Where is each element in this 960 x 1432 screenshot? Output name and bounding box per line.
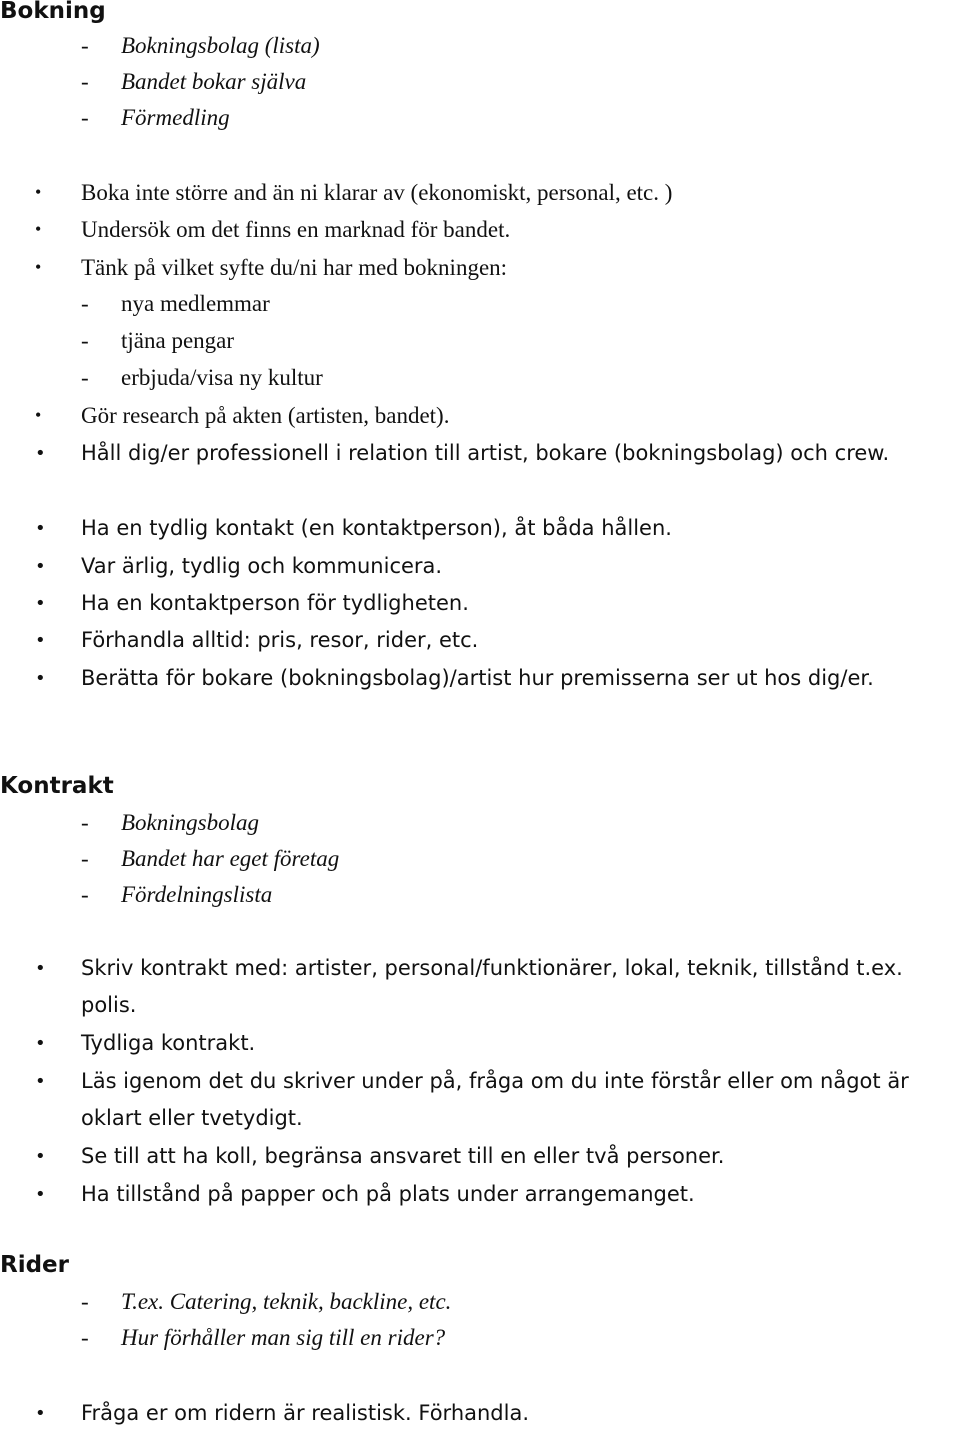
dash-marker: -	[81, 365, 89, 390]
bullet-text: Gör research på akten (artisten, bandet).	[81, 403, 450, 428]
section-heading-bokning: Bokning	[0, 0, 106, 24]
bullet-item	[35, 1138, 951, 1175]
dash-marker: -	[81, 69, 89, 94]
section-heading-kontrakt: Kontrakt	[0, 773, 114, 799]
section-heading-rider: Rider	[0, 1252, 69, 1278]
dash-marker: -	[81, 105, 89, 130]
bullet-icon: •	[35, 593, 46, 614]
bullet-item	[35, 1395, 951, 1432]
bullet-text: Se till att ha koll, begränsa ansvaret till en eller två personer.	[81, 1144, 725, 1168]
bullet-icon: •	[35, 518, 46, 539]
bullet-text: Läs igenom det du skriver under på, fråga om du inte förstår eller om något är oklart eller tvetydigt.	[81, 1069, 909, 1130]
bullet-item	[35, 548, 951, 585]
bullet-item	[35, 1176, 951, 1213]
bullet-text: Var ärlig, tydlig och kommunicera.	[81, 554, 443, 578]
bullet-text: Ha tillstånd på papper och på plats under arrangemanget.	[81, 1182, 695, 1206]
dash-marker: -	[81, 810, 89, 835]
bullet-icon: •	[35, 219, 42, 239]
sub-list-item-text: erbjuda/visa ny kultur	[121, 365, 323, 390]
bullet-item	[35, 397, 951, 434]
bullet-item	[35, 585, 951, 622]
bullet-item	[35, 1025, 951, 1062]
bullet-item	[35, 211, 951, 248]
bullet-item	[35, 622, 951, 659]
bullet-item	[35, 950, 941, 1024]
bullet-icon: •	[35, 1033, 46, 1054]
bullet-item	[35, 249, 951, 286]
bullet-icon: •	[35, 1071, 46, 1092]
dash-marker: -	[81, 291, 89, 316]
bullet-icon: •	[35, 405, 42, 425]
sub-list-item-text: nya medlemmar	[121, 291, 270, 316]
bullet-icon: •	[35, 556, 46, 577]
list-item-text: Bokningsbolag	[121, 810, 259, 835]
bullet-icon: •	[35, 1184, 46, 1205]
bullet-text: Boka inte större and än ni klarar av (ekonomiskt, personal, etc. )	[81, 180, 673, 205]
bullet-icon: •	[35, 1403, 46, 1424]
dash-marker: -	[81, 1289, 89, 1314]
bullet-icon: •	[35, 630, 46, 651]
list-item-text: Fördelningslista	[121, 882, 273, 907]
dash-marker: -	[81, 1325, 89, 1350]
dash-marker: -	[81, 846, 89, 871]
bullet-text: Berätta för bokare (bokningsbolag)/artist hur premisserna ser ut hos dig/er.	[81, 666, 874, 690]
bullet-icon: •	[35, 668, 46, 689]
bullet-text: Undersök om det finns en marknad för bandet.	[81, 217, 511, 242]
bullet-item	[35, 510, 951, 547]
bullet-text: Håll dig/er professionell i relation till artist, bokare (bokningsbolag) och crew.	[81, 441, 890, 465]
bullet-text: Förhandla alltid: pris, resor, rider, etc.	[81, 628, 479, 652]
bullet-text: Ha en tydlig kontakt (en kontaktperson), åt båda hållen.	[81, 516, 672, 540]
dash-marker: -	[81, 33, 89, 58]
bullet-icon: •	[35, 257, 42, 277]
bullet-text: Ha en kontaktperson för tydligheten.	[81, 591, 469, 615]
dash-marker: -	[81, 328, 89, 353]
bullet-icon: •	[35, 958, 46, 979]
list-item-text: Bokningsbolag (lista)	[121, 33, 320, 58]
list-item-text: Bandet har eget företag	[121, 846, 340, 871]
bullet-icon: •	[35, 182, 42, 202]
bullet-item	[35, 1063, 951, 1137]
bullet-icon: •	[35, 1146, 46, 1167]
list-item-text: T.ex. Catering, teknik, backline, etc.	[121, 1289, 452, 1314]
list-item-text: Förmedling	[121, 105, 230, 130]
bullet-text: Tänk på vilket syfte du/ni har med bokningen:	[81, 255, 508, 280]
sub-list-item-text: tjäna pengar	[121, 328, 235, 353]
dash-marker: -	[81, 882, 89, 907]
bullet-text: Tydliga kontrakt.	[81, 1031, 256, 1055]
bullet-text: Skriv kontrakt med: artister, personal/funktionärer, lokal, teknik, tillstånd t.ex. polis.	[81, 956, 903, 1017]
list-item-text: Bandet bokar själva	[121, 69, 307, 94]
bullet-text: Fråga er om ridern är realistisk. Förhandla.	[81, 1401, 530, 1425]
bullet-item	[35, 174, 951, 211]
bullet-item	[35, 660, 951, 697]
bullet-item	[35, 435, 931, 472]
list-item-text: Hur förhåller man sig till en rider?	[121, 1325, 446, 1350]
bullet-icon: •	[35, 443, 46, 464]
